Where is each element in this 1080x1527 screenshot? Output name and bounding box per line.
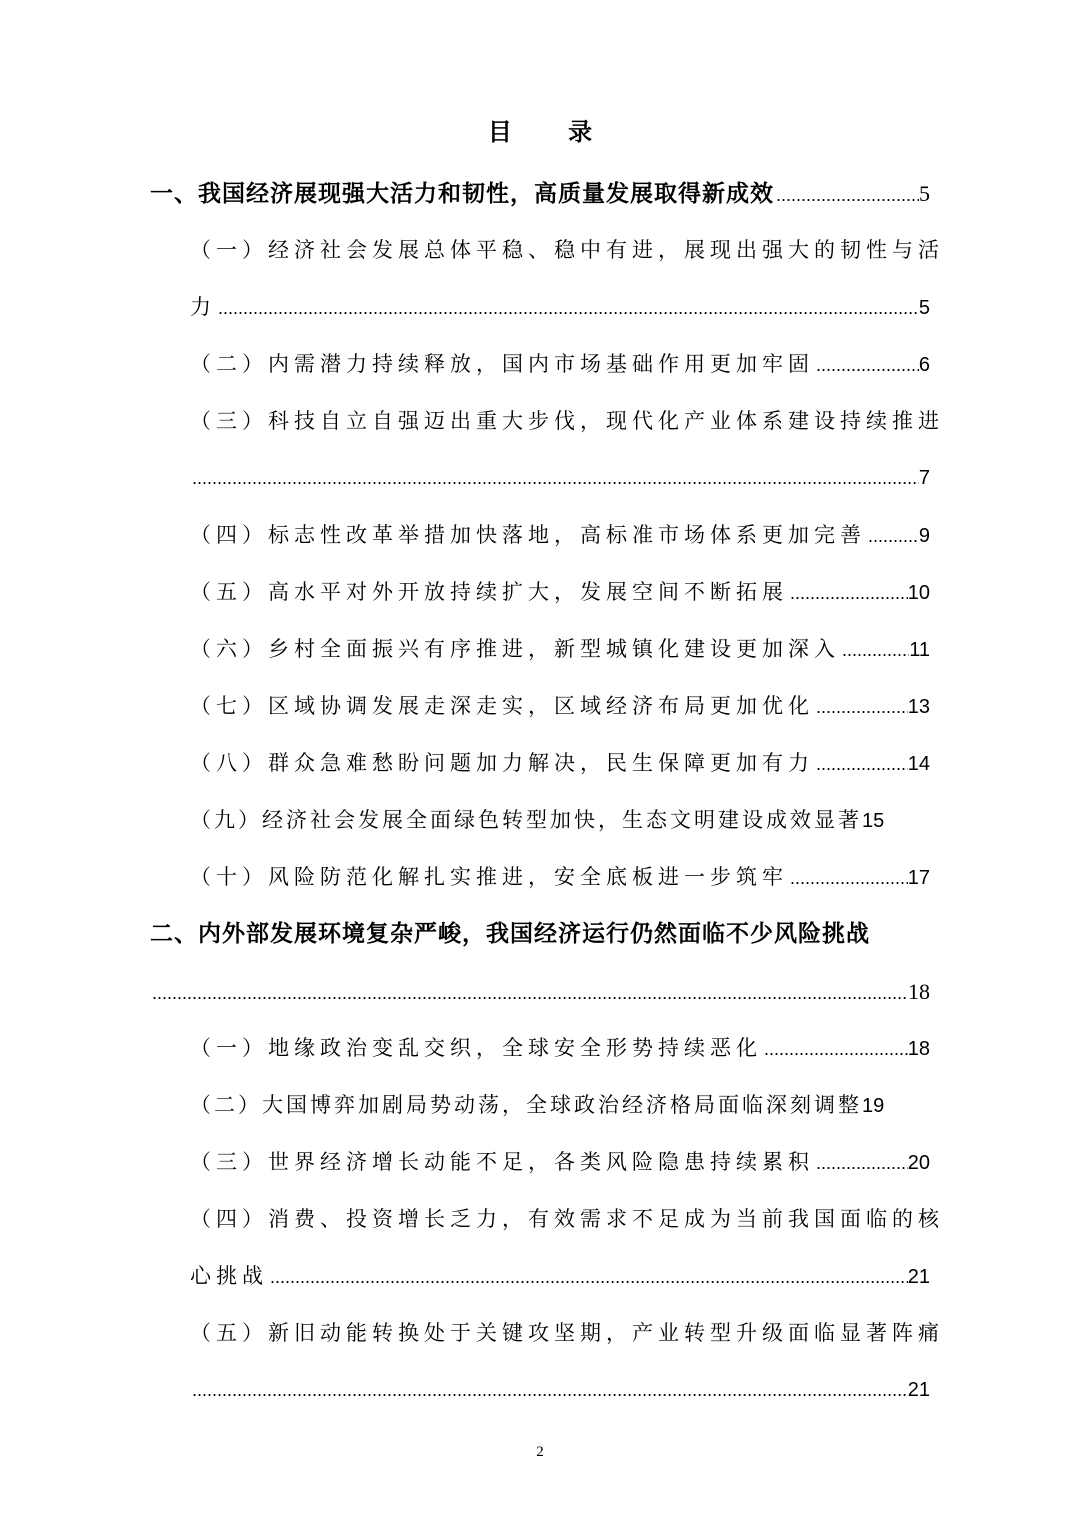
table-of-contents [150,165,944,1419]
toc-entry-text: （四）标志性改革举措加快落地，高标准市场体系更加完善 [190,523,866,547]
page-title: 目 录 [487,118,617,146]
toc-entry-text: （九）经济社会发展全面绿色转型加快，生态文明建设成效显著 [190,808,862,832]
toc-entry[interactable] [150,792,930,849]
toc-entry-text: （六）乡村全面振兴有序推进，新型城镇化建设更加深入 [190,637,840,661]
toc-entry[interactable] [150,735,930,792]
toc-entry[interactable] [150,1020,930,1077]
toc-leader-dots [190,1362,908,1419]
toc-leader-dots [814,679,908,736]
toc-entry-continuation[interactable] [150,1248,930,1305]
toc-page-number: 13 [907,696,930,718]
toc-page-number: 18 [907,1038,930,1060]
toc-entry[interactable] [150,678,930,735]
toc-entry-continuation[interactable] [150,1362,930,1419]
toc-entry-text: 一、我国经济展现强大活力和韧性，高质量发展取得新成效 [150,181,774,207]
toc-entry-text: 力 [190,295,216,319]
toc-entry[interactable] [150,621,930,678]
toc-entry-text: （一）地缘政治变乱交织，全球安全形势持续恶化 [190,1036,762,1060]
toc-page-number: 11 [909,639,930,661]
toc-entry-text: （八）群众急难愁盼问题加力解决，民生保障更加有力 [190,751,814,775]
toc-entry[interactable] [150,222,944,279]
toc-entry-continuation[interactable] [150,963,930,1020]
toc-page-number: 21 [907,1379,930,1401]
toc-entry-text: （一）经济社会发展总体平稳、稳中有进，展现出强大的韧性与活 [190,238,944,262]
toc-leader-dots [788,565,908,622]
toc-entry-text: 二、内外部发展环境复杂严峻，我国经济运行仍然面临不少风险挑战 [150,921,870,947]
toc-entry-text: （三）世界经济增长动能不足，各类风险隐患持续累积 [190,1150,814,1174]
toc-entry[interactable] [150,906,930,963]
toc-entry-text: （七）区域协调发展走深走实，区域经济布局更加优化 [190,694,814,718]
toc-entry[interactable] [150,507,930,564]
toc-page-number: 18 [908,979,930,1004]
toc-entry-continuation[interactable] [150,450,930,507]
toc-entry-text: （二）大国博弈加剧局势动荡，全球政治经济格局面临深刻调整 [190,1093,862,1117]
toc-entry[interactable] [150,1077,930,1134]
toc-leader-dots [814,1135,908,1192]
toc-leader-dots [190,450,919,507]
toc-page-number: 17 [907,867,930,889]
toc-page-number: 6 [918,354,930,376]
toc-entry-text: （三）科技自立自强迈出重大步伐，现代化产业体系建设持续推进 [190,409,944,433]
toc-page-number: 20 [907,1152,930,1174]
toc-leader-dots [268,1249,908,1306]
toc-entry-continuation[interactable] [150,279,930,336]
toc-leader-dots [814,736,908,793]
toc-page-number: 15 [862,810,885,832]
toc-entry-text: （十）风险防范化解扎实推进，安全底板进一步筑牢 [190,865,788,889]
toc-entry[interactable] [150,336,930,393]
toc-entry-text: （四）消费、投资增长乏力，有效需求不足成为当前我国面临的核 [190,1207,944,1231]
toc-page-number: 9 [918,525,930,547]
toc-entry[interactable] [150,849,930,906]
toc-leader-dots [840,622,909,679]
toc-entry-text: （五）新旧动能转换处于关键攻坚期，产业转型升级面临显著阵痛 [190,1321,944,1345]
toc-entry[interactable] [150,165,930,222]
toc-leader-dots [762,1021,908,1078]
toc-entry[interactable] [150,1134,930,1191]
toc-leader-dots [814,337,919,394]
toc-leader-dots [866,508,919,565]
toc-entry[interactable] [150,1191,944,1248]
toc-entry[interactable] [150,564,930,621]
toc-leader-dots [216,280,919,337]
toc-page-number: 5 [919,181,930,206]
toc-page-number: 14 [907,753,930,775]
toc-page-number: 10 [907,582,930,604]
toc-leader-dots [788,850,908,907]
toc-entry-text: （五）高水平对外开放持续扩大，发展空间不断拓展 [190,580,788,604]
page-number: 2 [536,1444,544,1460]
toc-page-number: 5 [918,297,930,319]
toc-entry[interactable] [150,1305,944,1362]
toc-page-number: 19 [862,1095,885,1117]
toc-page-number: 7 [918,467,930,489]
toc-page-number: 21 [907,1266,930,1288]
toc-leader-dots [774,167,919,224]
toc-entry-text: 心挑战 [190,1264,268,1288]
toc-entry-text: （二）内需潜力持续释放，国内市场基础作用更加牢固 [190,352,814,376]
toc-entry[interactable] [150,393,944,450]
toc-leader-dots [150,965,908,1022]
